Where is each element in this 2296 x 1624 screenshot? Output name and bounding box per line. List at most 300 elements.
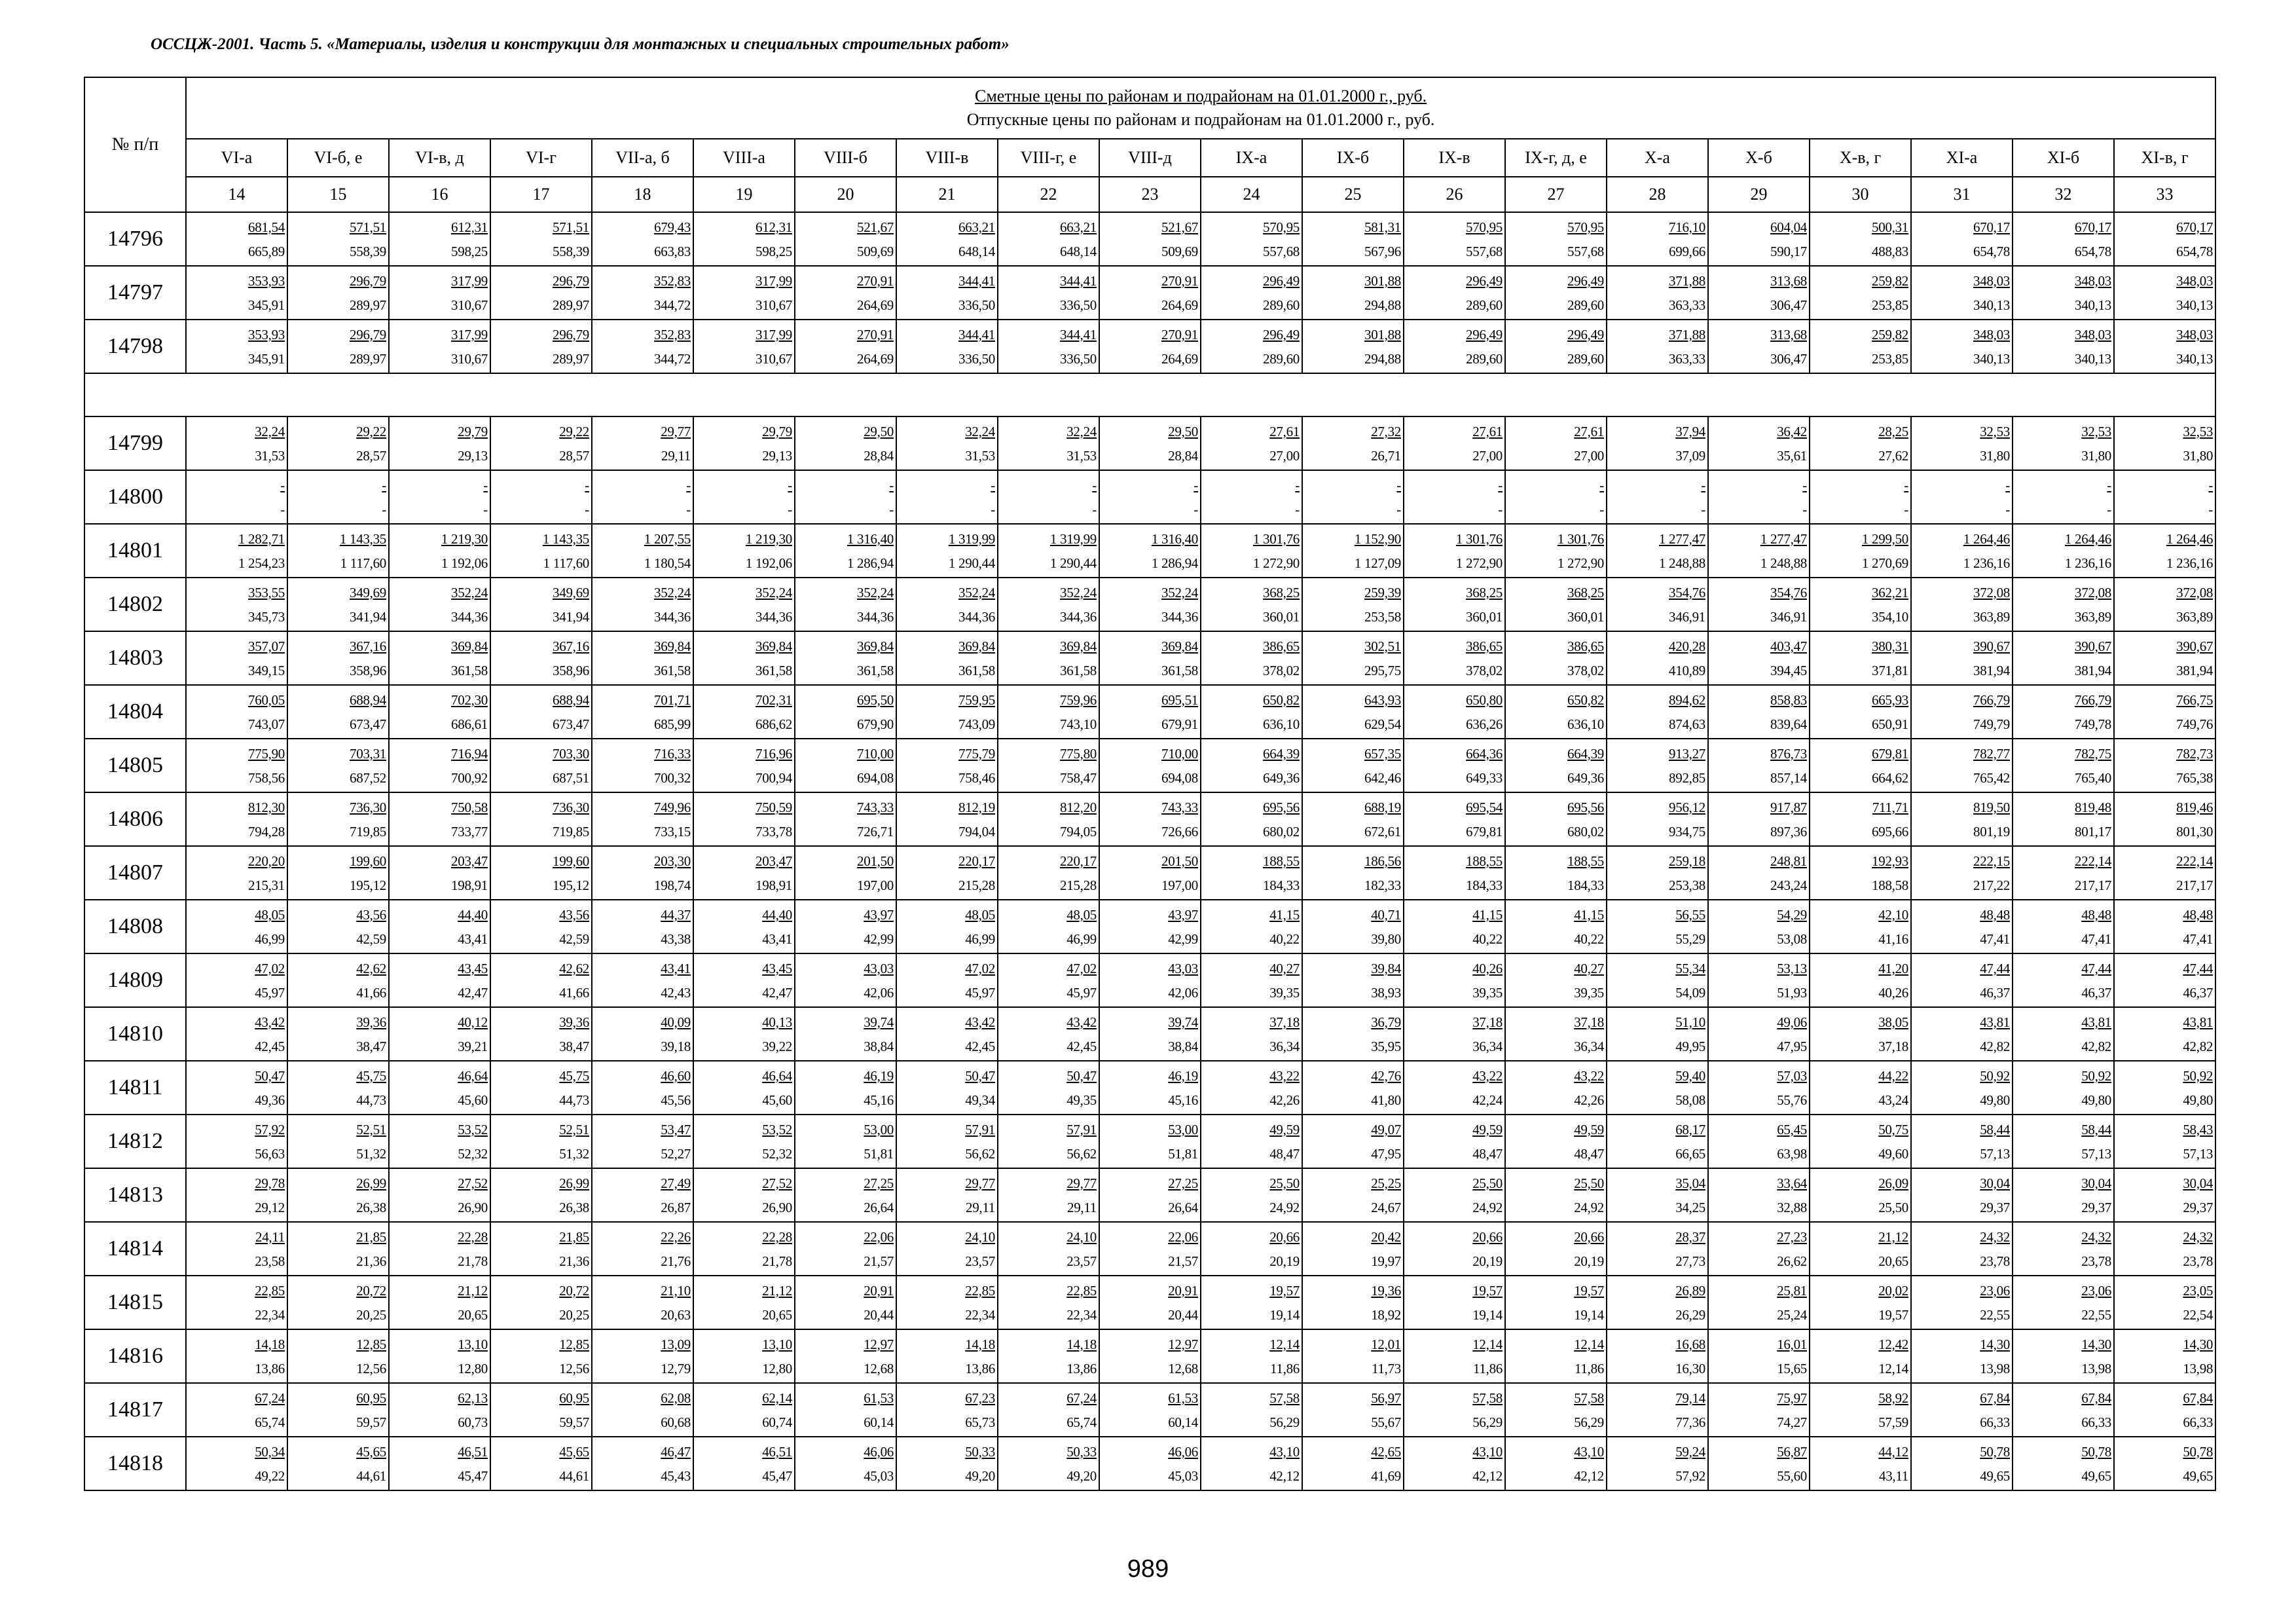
selling-price: 45,97 [965, 984, 995, 1001]
estimated-price: 52,51 [559, 1121, 589, 1137]
selling-price: 45,16 [864, 1092, 894, 1108]
estimated-price-wrap [491, 1068, 591, 1084]
estimated-price: 222,14 [2075, 853, 2111, 869]
selling-price: 40,26 [1878, 984, 1908, 1001]
price-cell [2114, 1437, 2215, 1490]
estimated-price-wrap [2115, 219, 2215, 235]
selling-price: 38,84 [1168, 1038, 1198, 1054]
estimated-price: 369,84 [1161, 638, 1198, 654]
price-cell [490, 266, 592, 320]
estimated-price-wrap [1303, 327, 1403, 342]
estimated-price: 386,65 [1567, 638, 1604, 654]
estimated-price: 570,95 [1263, 219, 1300, 235]
estimated-price-wrap [1201, 638, 1302, 654]
estimated-price: 62,08 [661, 1390, 691, 1406]
estimated-price-wrap [288, 273, 388, 289]
estimated-price: 581,31 [1364, 219, 1401, 235]
price-cell [1810, 739, 1911, 792]
selling-price: 1 192,06 [441, 555, 488, 571]
estimated-price-wrap [390, 1390, 490, 1406]
estimated-price-wrap [1912, 273, 2012, 289]
selling-price: 733,77 [451, 823, 488, 840]
estimated-price: 348,03 [2176, 326, 2214, 342]
estimated-price: 348,03 [1973, 272, 2010, 289]
estimated-price-wrap [897, 1337, 997, 1352]
estimated-price-wrap [2013, 477, 2113, 493]
price-cell [1099, 1007, 1201, 1061]
estimated-price: 192,93 [1872, 853, 1908, 869]
estimated-price-wrap [2115, 1390, 2215, 1406]
estimated-price: 349,69 [553, 584, 589, 600]
selling-price: 49,60 [1878, 1145, 1908, 1162]
material-code: 14799 [84, 416, 186, 470]
estimated-price: 604,04 [1770, 219, 1807, 235]
price-cell [795, 953, 896, 1007]
selling-price: 726,71 [857, 823, 894, 840]
estimated-price: 222,14 [2176, 853, 2214, 869]
estimated-price: 259,82 [1872, 326, 1908, 342]
estimated-price-wrap [795, 800, 896, 815]
estimated-price: 681,54 [248, 219, 285, 235]
selling-price: 363,89 [2075, 608, 2111, 625]
estimated-price-wrap [187, 1390, 287, 1406]
estimated-price-wrap [795, 1229, 896, 1245]
table-row [84, 1222, 2215, 1276]
price-cell [1201, 1437, 1302, 1490]
estimated-price-wrap [1506, 273, 1606, 289]
price-cell [2013, 524, 2114, 578]
district-header: IX-г, д, е [1505, 139, 1607, 177]
estimated-price: 612,31 [756, 219, 792, 235]
estimated-price-wrap [1810, 424, 1910, 439]
estimated-price: 46,51 [458, 1443, 488, 1460]
district-header: VIII-в [896, 139, 998, 177]
table-row [84, 578, 2215, 631]
price-cell [186, 1276, 287, 1329]
price-cell [186, 1222, 287, 1276]
selling-price: 45,97 [255, 984, 285, 1001]
selling-price: 57,92 [1675, 1467, 1705, 1484]
estimated-price: 894,62 [1669, 692, 1705, 708]
estimated-price: 201,50 [1161, 853, 1198, 869]
selling-price: 680,02 [1567, 823, 1604, 840]
estimated-price: 43,56 [559, 906, 589, 923]
estimated-price: 39,74 [1168, 1014, 1198, 1030]
selling-price: 38,84 [864, 1038, 894, 1054]
estimated-price-wrap [2013, 327, 2113, 342]
price-cell [1607, 1383, 1708, 1437]
estimated-price: 26,09 [1878, 1175, 1908, 1191]
estimated-price-wrap [187, 1014, 287, 1030]
selling-price: 557,68 [1466, 243, 1503, 259]
estimated-price-wrap [998, 853, 1099, 869]
selling-price: 360,01 [1263, 608, 1300, 625]
selling-price: 345,91 [248, 350, 285, 367]
estimated-price-wrap [390, 327, 490, 342]
estimated-price-wrap [1810, 1337, 1910, 1352]
estimated-price: 775,90 [248, 745, 285, 762]
selling-price: 23,57 [965, 1253, 995, 1269]
selling-price: - [2208, 501, 2214, 517]
row-number-header: № п/п [84, 77, 186, 212]
price-cell [389, 792, 490, 846]
estimated-price-wrap [897, 424, 997, 439]
estimated-price-wrap [1201, 1229, 1302, 1245]
estimated-price-wrap [390, 1014, 490, 1030]
price-cell [1099, 1329, 1201, 1383]
price-cell [795, 1168, 896, 1222]
estimated-price-wrap [1404, 746, 1504, 762]
estimated-price: 57,91 [1066, 1121, 1097, 1137]
selling-price: - [1701, 501, 1705, 517]
estimated-price-wrap [694, 327, 794, 342]
estimated-price: 19,36 [1371, 1282, 1401, 1299]
estimated-price: 386,65 [1466, 638, 1503, 654]
selling-price: 13,86 [255, 1360, 285, 1376]
selling-price: 749,76 [2176, 716, 2214, 732]
price-cell [1302, 1329, 1404, 1383]
selling-price: 36,34 [1269, 1038, 1300, 1054]
estimated-price-wrap [1100, 1175, 1200, 1191]
estimated-price: - [382, 477, 386, 493]
estimated-price-wrap [187, 1068, 287, 1084]
estimated-price: 44,37 [661, 906, 691, 923]
selling-price: 77,36 [1675, 1414, 1705, 1430]
estimated-price-wrap [694, 219, 794, 235]
estimated-price: 27,25 [1168, 1175, 1198, 1191]
estimated-price-wrap [592, 1444, 693, 1460]
selling-price: 794,28 [248, 823, 285, 840]
estimated-price: 39,74 [864, 1014, 894, 1030]
estimated-price: 571,51 [553, 219, 589, 235]
price-cell [1505, 846, 1607, 900]
selling-price: 699,66 [1669, 243, 1705, 259]
estimated-price-wrap [795, 638, 896, 654]
selling-price: 65,73 [965, 1414, 995, 1430]
selling-price: 42,45 [1066, 1038, 1097, 1054]
estimated-price: 14,30 [2183, 1336, 2214, 1352]
estimated-price-wrap [1404, 1229, 1504, 1245]
estimated-price: 46,64 [762, 1067, 792, 1084]
estimated-price-wrap [592, 424, 693, 439]
selling-price: 45,03 [864, 1467, 894, 1484]
estimated-price-wrap [1100, 638, 1200, 654]
price-cell [1708, 1007, 1810, 1061]
estimated-price-wrap [795, 219, 896, 235]
estimated-price: 296,49 [1567, 326, 1604, 342]
price-cell [1607, 1007, 1708, 1061]
price-cell [1911, 685, 2013, 739]
estimated-price: 782,77 [1973, 745, 2010, 762]
selling-price: 195,12 [350, 877, 386, 893]
price-cell [1099, 578, 1201, 631]
estimated-price-wrap [288, 327, 388, 342]
estimated-price-wrap [694, 477, 794, 493]
estimated-price-wrap [288, 961, 388, 976]
selling-price: 306,47 [1770, 297, 1807, 313]
price-cell [1810, 1222, 1911, 1276]
estimated-price: 344,41 [1060, 326, 1097, 342]
estimated-price-wrap [1201, 1283, 1302, 1299]
selling-price: 11,86 [1270, 1360, 1300, 1376]
selling-price: 695,66 [1872, 823, 1908, 840]
estimated-price: 819,46 [2176, 799, 2214, 815]
estimated-price: 12,85 [356, 1336, 386, 1352]
price-cell [490, 212, 592, 266]
price-cell [795, 470, 896, 524]
selling-price: 378,02 [1263, 662, 1300, 678]
selling-price: 344,36 [958, 608, 995, 625]
price-cell [2114, 900, 2215, 953]
district-header: VIII-г, е [998, 139, 1099, 177]
estimated-price-wrap [1201, 1122, 1302, 1137]
price-cell [998, 524, 1099, 578]
price-cell [186, 900, 287, 953]
price-cell [2013, 470, 2114, 524]
estimated-price: 352,24 [857, 584, 894, 600]
estimated-price-wrap [2115, 273, 2215, 289]
price-cell [1911, 900, 2013, 953]
estimated-price-wrap [1100, 531, 1200, 547]
selling-price: 46,37 [2081, 984, 2111, 1001]
estimated-price-wrap [2013, 1014, 2113, 1030]
price-cell [1404, 900, 1505, 953]
price-cell [1404, 846, 1505, 900]
estimated-price-wrap [1506, 692, 1606, 708]
price-cell [490, 1061, 592, 1115]
estimated-price-wrap [1912, 1283, 2012, 1299]
estimated-price: 750,58 [451, 799, 488, 815]
selling-price: 289,97 [350, 350, 386, 367]
estimated-price: 22,85 [255, 1282, 285, 1299]
price-cell [2114, 1168, 2215, 1222]
estimated-price: 41,15 [1269, 906, 1300, 923]
estimated-price-wrap [592, 692, 693, 708]
price-cell [2013, 846, 2114, 900]
column-number: 18 [592, 177, 693, 212]
price-cell [287, 900, 389, 953]
estimated-price: 819,48 [2075, 799, 2111, 815]
estimated-price-wrap [1506, 1122, 1606, 1137]
selling-price: 45,47 [458, 1467, 488, 1484]
estimated-price: 1 143,35 [542, 530, 589, 547]
selling-price: 31,53 [965, 447, 995, 464]
price-cell [490, 1276, 592, 1329]
estimated-price: 48,48 [1980, 906, 2010, 923]
estimated-price: 32,24 [255, 423, 285, 439]
estimated-price: 42,76 [1371, 1067, 1401, 1084]
estimated-price-wrap [1709, 477, 1809, 493]
selling-price: 358,96 [553, 662, 589, 678]
estimated-price-wrap [1709, 1444, 1809, 1460]
estimated-price-wrap [2013, 961, 2113, 976]
estimated-price: 749,96 [654, 799, 691, 815]
estimated-price: 79,14 [1675, 1390, 1705, 1406]
estimated-price-wrap [592, 746, 693, 762]
estimated-price: - [991, 477, 995, 493]
estimated-price: 390,67 [2075, 638, 2111, 654]
estimated-price: 19,57 [1574, 1282, 1604, 1299]
estimated-price-wrap [795, 327, 896, 342]
estimated-price: 353,55 [248, 584, 285, 600]
price-cell [1099, 416, 1201, 470]
price-cell [2114, 212, 2215, 266]
estimated-price-wrap [187, 531, 287, 547]
estimated-price-wrap [491, 746, 591, 762]
estimated-price: 270,91 [1161, 326, 1198, 342]
estimated-price-wrap [1912, 531, 2012, 547]
estimated-price: 33,64 [1777, 1175, 1807, 1191]
estimated-price: 60,95 [356, 1390, 386, 1406]
selling-price: 46,99 [255, 931, 285, 947]
estimated-price: 29,79 [458, 423, 488, 439]
selling-price: 839,64 [1770, 716, 1807, 732]
estimated-price-wrap [491, 1444, 591, 1460]
selling-price: 42,26 [1574, 1092, 1604, 1108]
estimated-price: 21,12 [458, 1282, 488, 1299]
estimated-price: 1 282,71 [238, 530, 285, 547]
price-cell [1911, 1222, 2013, 1276]
district-header: VI-а [186, 139, 287, 177]
estimated-price: 38,05 [1878, 1014, 1908, 1030]
price-cell [1505, 320, 1607, 373]
district-header: X-в, г [1810, 139, 1911, 177]
price-cell [592, 578, 693, 631]
estimated-price: 21,85 [559, 1228, 589, 1245]
estimated-price: 344,41 [958, 326, 995, 342]
estimated-price: 50,78 [2081, 1443, 2111, 1460]
selling-price: 46,37 [1980, 984, 2010, 1001]
estimated-price: 40,26 [1472, 960, 1503, 976]
estimated-price: 812,20 [1060, 799, 1097, 815]
selling-price: 42,26 [1269, 1092, 1300, 1108]
estimated-price-wrap [592, 273, 693, 289]
estimated-price-wrap [1506, 1068, 1606, 1084]
estimated-price-wrap [1709, 800, 1809, 815]
price-cell [693, 1061, 795, 1115]
estimated-price: 67,24 [1066, 1390, 1097, 1406]
selling-price: 336,50 [958, 297, 995, 313]
selling-price: 758,47 [1060, 769, 1097, 786]
estimated-price: 369,84 [654, 638, 691, 654]
price-cell [1505, 631, 1607, 685]
price-cell [1810, 416, 1911, 470]
estimated-price: 248,81 [1770, 853, 1807, 869]
table-row [84, 266, 2215, 320]
material-code: 14805 [84, 739, 186, 792]
price-cell [2013, 1061, 2114, 1115]
selling-price: 52,32 [458, 1145, 488, 1162]
price-cell [287, 1329, 389, 1383]
price-cell [1607, 416, 1708, 470]
price-cell [693, 578, 795, 631]
estimated-price-wrap [1303, 219, 1403, 235]
selling-price: 20,19 [1269, 1253, 1300, 1269]
estimated-price: 39,36 [356, 1014, 386, 1030]
estimated-price: 313,68 [1770, 272, 1807, 289]
price-cell [1607, 266, 1708, 320]
selling-price: 378,02 [1466, 662, 1503, 678]
material-code: 14804 [84, 685, 186, 739]
price-cell [1099, 792, 1201, 846]
table-row [84, 1061, 2215, 1115]
estimated-price: 372,08 [2176, 584, 2214, 600]
estimated-price: - [483, 477, 488, 493]
estimated-price: 48,48 [2183, 906, 2214, 923]
estimated-price: 650,80 [1466, 692, 1503, 708]
estimated-price: 369,84 [1060, 638, 1097, 654]
estimated-price-wrap [1506, 219, 1606, 235]
selling-price: 55,60 [1777, 1467, 1807, 1484]
estimated-price: 12,01 [1371, 1336, 1401, 1352]
estimated-price-wrap [1607, 1122, 1707, 1137]
price-cell [1302, 846, 1404, 900]
estimated-price-wrap [1912, 219, 2012, 235]
price-cell [1911, 1329, 2013, 1383]
selling-price: 51,32 [356, 1145, 386, 1162]
material-code: 14815 [84, 1276, 186, 1329]
estimated-price: 20,02 [1878, 1282, 1908, 1299]
column-number: 25 [1302, 177, 1404, 212]
selling-price: 23,78 [1980, 1253, 2010, 1269]
estimated-price-wrap [592, 1283, 693, 1299]
selling-price: 51,93 [1777, 984, 1807, 1001]
price-cell [592, 266, 693, 320]
estimated-price-wrap [1100, 477, 1200, 493]
selling-price: 49,65 [2081, 1467, 2111, 1484]
price-cell [2114, 1061, 2215, 1115]
estimated-price-wrap [2115, 585, 2215, 600]
price-cell [998, 792, 1099, 846]
estimated-price: 369,84 [857, 638, 894, 654]
estimated-price-wrap [795, 424, 896, 439]
estimated-price: 50,47 [255, 1067, 285, 1084]
selling-price: 1 286,94 [1151, 555, 1198, 571]
estimated-price-wrap [1810, 1175, 1910, 1191]
price-cell [998, 470, 1099, 524]
estimated-price-wrap [1709, 1390, 1809, 1406]
estimated-price-wrap [897, 1444, 997, 1460]
estimated-price-wrap [998, 692, 1099, 708]
selling-price: 381,94 [1973, 662, 2010, 678]
estimated-price: 12,85 [559, 1336, 589, 1352]
price-cell [389, 1276, 490, 1329]
selling-price: 49,35 [1066, 1092, 1097, 1108]
estimated-price-wrap [1607, 477, 1707, 493]
estimated-price: 369,84 [451, 638, 488, 654]
estimated-price-wrap [1404, 1283, 1504, 1299]
selling-price: 679,91 [1161, 716, 1198, 732]
estimated-price: 352,24 [1161, 584, 1198, 600]
estimated-price: 46,19 [1168, 1067, 1198, 1084]
price-cell [1505, 266, 1607, 320]
estimated-price-wrap [1201, 800, 1302, 815]
price-cell [1708, 266, 1810, 320]
estimated-price-wrap [1607, 1014, 1707, 1030]
estimated-price-wrap [2115, 638, 2215, 654]
selling-price: 37,09 [1675, 447, 1705, 464]
estimated-price-wrap [1810, 692, 1910, 708]
estimated-price-wrap [998, 1229, 1099, 1245]
estimated-price-wrap [1404, 1444, 1504, 1460]
estimated-price-wrap [1201, 531, 1302, 547]
estimated-price: 664,39 [1567, 745, 1604, 762]
estimated-price: 50,33 [965, 1443, 995, 1460]
estimated-price-wrap [1912, 800, 2012, 815]
price-cell [998, 416, 1099, 470]
price-cell [795, 739, 896, 792]
price-cell [490, 739, 592, 792]
